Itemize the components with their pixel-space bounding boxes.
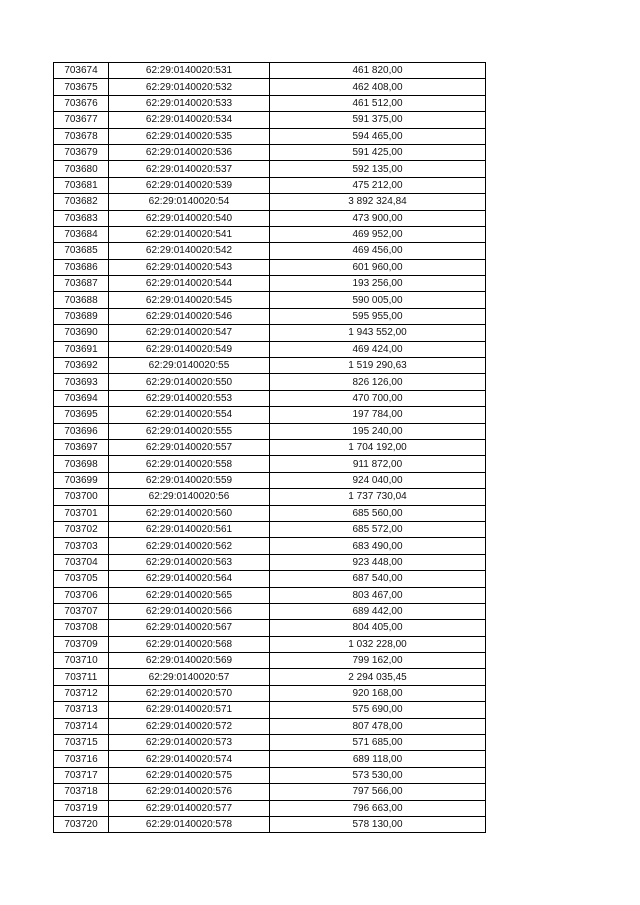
table-row (54, 128, 486, 144)
table-row (54, 226, 486, 242)
table-row (54, 653, 486, 669)
cadastral-value-cell: 473 900,00 (270, 210, 486, 226)
row-number-cell: 703681 (54, 177, 109, 193)
cadastral-value-cell: 687 540,00 (270, 571, 486, 587)
table-row (54, 161, 486, 177)
table-row (54, 112, 486, 128)
row-number-cell: 703713 (54, 702, 109, 718)
row-number-cell: 703676 (54, 95, 109, 111)
row-number-cell: 703718 (54, 784, 109, 800)
cadastral-number-cell: 62:29:0140020:561 (109, 521, 270, 537)
cadastral-value-cell: 469 952,00 (270, 226, 486, 242)
cadastral-number-cell: 62:29:0140020:54 (109, 194, 270, 210)
cadastral-value-cell: 461 512,00 (270, 95, 486, 111)
row-number-cell: 703709 (54, 636, 109, 652)
cadastral-number-cell: 62:29:0140020:577 (109, 800, 270, 816)
row-number-cell: 703675 (54, 79, 109, 95)
cadastral-number-cell: 62:29:0140020:532 (109, 79, 270, 95)
table-row (54, 735, 486, 751)
cadastral-number-cell: 62:29:0140020:571 (109, 702, 270, 718)
cadastral-number-cell: 62:29:0140020:570 (109, 685, 270, 701)
cadastral-number-cell: 62:29:0140020:56 (109, 489, 270, 505)
cadastral-number-cell: 62:29:0140020:565 (109, 587, 270, 603)
row-number-cell: 703685 (54, 243, 109, 259)
cadastral-value-cell: 573 530,00 (270, 767, 486, 783)
table-row (54, 784, 486, 800)
table-row (54, 95, 486, 111)
row-number-cell: 703674 (54, 63, 109, 79)
row-number-cell: 703679 (54, 144, 109, 160)
cadastral-number-cell: 62:29:0140020:550 (109, 374, 270, 390)
row-number-cell: 703701 (54, 505, 109, 521)
cadastral-value-cell: 797 566,00 (270, 784, 486, 800)
row-number-cell: 703710 (54, 653, 109, 669)
row-number-cell: 703698 (54, 456, 109, 472)
table-row (54, 358, 486, 374)
cadastral-value-cell: 462 408,00 (270, 79, 486, 95)
table-row (54, 669, 486, 685)
cadastral-value-cell: 594 465,00 (270, 128, 486, 144)
cadastral-value-cell: 1 519 290,63 (270, 358, 486, 374)
table-row (54, 505, 486, 521)
table-row (54, 603, 486, 619)
table-row (54, 210, 486, 226)
table-row (54, 243, 486, 259)
row-number-cell: 703694 (54, 390, 109, 406)
table-row (54, 456, 486, 472)
table-row (54, 390, 486, 406)
table-row (54, 554, 486, 570)
table-row (54, 472, 486, 488)
row-number-cell: 703702 (54, 521, 109, 537)
row-number-cell: 703677 (54, 112, 109, 128)
row-number-cell: 703695 (54, 407, 109, 423)
cadastral-number-cell: 62:29:0140020:559 (109, 472, 270, 488)
table-row (54, 751, 486, 767)
cadastral-value-cell: 591 425,00 (270, 144, 486, 160)
cadastral-number-cell: 62:29:0140020:531 (109, 63, 270, 79)
cadastral-value-cell: 920 168,00 (270, 685, 486, 701)
cadastral-value-cell: 1 704 192,00 (270, 439, 486, 455)
cadastral-number-cell: 62:29:0140020:576 (109, 784, 270, 800)
row-number-cell: 703682 (54, 194, 109, 210)
row-number-cell: 703715 (54, 735, 109, 751)
row-number-cell: 703678 (54, 128, 109, 144)
cadastral-value-cell: 595 955,00 (270, 308, 486, 324)
cadastral-number-cell: 62:29:0140020:568 (109, 636, 270, 652)
cadastral-value-cell: 601 960,00 (270, 259, 486, 275)
row-number-cell: 703712 (54, 685, 109, 701)
cadastral-value-cell: 685 572,00 (270, 521, 486, 537)
cadastral-value-cell: 1 737 730,04 (270, 489, 486, 505)
row-number-cell: 703696 (54, 423, 109, 439)
cadastral-value-cell: 683 490,00 (270, 538, 486, 554)
cadastral-number-cell: 62:29:0140020:546 (109, 308, 270, 324)
row-number-cell: 703684 (54, 226, 109, 242)
cadastral-number-cell: 62:29:0140020:534 (109, 112, 270, 128)
table-row (54, 144, 486, 160)
cadastral-number-cell: 62:29:0140020:562 (109, 538, 270, 554)
table-row (54, 177, 486, 193)
cadastral-value-cell: 1 943 552,00 (270, 325, 486, 341)
row-number-cell: 703700 (54, 489, 109, 505)
cadastral-value-cell: 689 442,00 (270, 603, 486, 619)
row-number-cell: 703687 (54, 276, 109, 292)
cadastral-value-cell: 799 162,00 (270, 653, 486, 669)
cadastral-value-cell: 826 126,00 (270, 374, 486, 390)
cadastral-value-cell: 3 892 324,84 (270, 194, 486, 210)
cadastral-number-cell: 62:29:0140020:536 (109, 144, 270, 160)
table-row (54, 63, 486, 79)
cadastral-value-cell: 475 212,00 (270, 177, 486, 193)
row-number-cell: 703688 (54, 292, 109, 308)
table-row (54, 636, 486, 652)
table-row (54, 718, 486, 734)
cadastral-number-cell: 62:29:0140020:535 (109, 128, 270, 144)
cadastral-value-cell: 923 448,00 (270, 554, 486, 570)
row-number-cell: 703704 (54, 554, 109, 570)
table-row (54, 702, 486, 718)
row-number-cell: 703697 (54, 439, 109, 455)
cadastral-value-cell: 469 424,00 (270, 341, 486, 357)
table-row (54, 800, 486, 816)
cadastral-number-cell: 62:29:0140020:547 (109, 325, 270, 341)
table-row (54, 489, 486, 505)
row-number-cell: 703717 (54, 767, 109, 783)
cadastral-value-cell: 689 118,00 (270, 751, 486, 767)
table-row (54, 308, 486, 324)
cadastral-number-cell: 62:29:0140020:567 (109, 620, 270, 636)
cadastral-value-cell: 591 375,00 (270, 112, 486, 128)
cadastral-value-cell: 807 478,00 (270, 718, 486, 734)
cadastral-value-cell: 924 040,00 (270, 472, 486, 488)
cadastral-number-cell: 62:29:0140020:540 (109, 210, 270, 226)
cadastral-value-cell: 461 820,00 (270, 63, 486, 79)
cadastral-number-cell: 62:29:0140020:563 (109, 554, 270, 570)
cadastral-number-cell: 62:29:0140020:545 (109, 292, 270, 308)
row-number-cell: 703699 (54, 472, 109, 488)
row-number-cell: 703708 (54, 620, 109, 636)
cadastral-number-cell: 62:29:0140020:578 (109, 816, 270, 832)
table-row (54, 292, 486, 308)
row-number-cell: 703716 (54, 751, 109, 767)
cadastral-number-cell: 62:29:0140020:543 (109, 259, 270, 275)
cadastral-number-cell: 62:29:0140020:542 (109, 243, 270, 259)
cadastral-value-cell: 803 467,00 (270, 587, 486, 603)
cadastral-number-cell: 62:29:0140020:55 (109, 358, 270, 374)
cadastral-number-cell: 62:29:0140020:553 (109, 390, 270, 406)
cadastral-value-table (53, 62, 486, 833)
row-number-cell: 703693 (54, 374, 109, 390)
cadastral-number-cell: 62:29:0140020:564 (109, 571, 270, 587)
table-body (54, 63, 486, 833)
row-number-cell: 703703 (54, 538, 109, 554)
cadastral-value-cell: 195 240,00 (270, 423, 486, 439)
row-number-cell: 703692 (54, 358, 109, 374)
table-row (54, 407, 486, 423)
cadastral-number-cell: 62:29:0140020:555 (109, 423, 270, 439)
cadastral-number-cell: 62:29:0140020:539 (109, 177, 270, 193)
table-row (54, 521, 486, 537)
cadastral-value-cell: 470 700,00 (270, 390, 486, 406)
table-row (54, 767, 486, 783)
row-number-cell: 703720 (54, 816, 109, 832)
cadastral-value-cell: 578 130,00 (270, 816, 486, 832)
cadastral-number-cell: 62:29:0140020:566 (109, 603, 270, 619)
cadastral-value-cell: 911 872,00 (270, 456, 486, 472)
cadastral-value-cell: 469 456,00 (270, 243, 486, 259)
cadastral-value-cell: 590 005,00 (270, 292, 486, 308)
cadastral-number-cell: 62:29:0140020:537 (109, 161, 270, 177)
table-row (54, 816, 486, 832)
cadastral-value-cell: 193 256,00 (270, 276, 486, 292)
row-number-cell: 703706 (54, 587, 109, 603)
row-number-cell: 703705 (54, 571, 109, 587)
table-row (54, 374, 486, 390)
table-row (54, 325, 486, 341)
table-row (54, 439, 486, 455)
table-row (54, 79, 486, 95)
table-row (54, 276, 486, 292)
cadastral-value-cell: 592 135,00 (270, 161, 486, 177)
row-number-cell: 703683 (54, 210, 109, 226)
cadastral-number-cell: 62:29:0140020:544 (109, 276, 270, 292)
row-number-cell: 703690 (54, 325, 109, 341)
cadastral-number-cell: 62:29:0140020:560 (109, 505, 270, 521)
row-number-cell: 703711 (54, 669, 109, 685)
cadastral-value-cell: 1 032 228,00 (270, 636, 486, 652)
table-row (54, 685, 486, 701)
cadastral-value-cell: 575 690,00 (270, 702, 486, 718)
row-number-cell: 703714 (54, 718, 109, 734)
cadastral-value-cell: 571 685,00 (270, 735, 486, 751)
table-row (54, 571, 486, 587)
cadastral-number-cell: 62:29:0140020:541 (109, 226, 270, 242)
row-number-cell: 703689 (54, 308, 109, 324)
cadastral-number-cell: 62:29:0140020:574 (109, 751, 270, 767)
cadastral-number-cell: 62:29:0140020:572 (109, 718, 270, 734)
table-row (54, 620, 486, 636)
row-number-cell: 703686 (54, 259, 109, 275)
table-row (54, 341, 486, 357)
row-number-cell: 703707 (54, 603, 109, 619)
row-number-cell: 703691 (54, 341, 109, 357)
table-row (54, 587, 486, 603)
cadastral-number-cell: 62:29:0140020:554 (109, 407, 270, 423)
cadastral-value-cell: 796 663,00 (270, 800, 486, 816)
cadastral-value-cell: 685 560,00 (270, 505, 486, 521)
cadastral-number-cell: 62:29:0140020:558 (109, 456, 270, 472)
cadastral-value-cell: 197 784,00 (270, 407, 486, 423)
table-row (54, 259, 486, 275)
cadastral-number-cell: 62:29:0140020:57 (109, 669, 270, 685)
cadastral-number-cell: 62:29:0140020:575 (109, 767, 270, 783)
table-row (54, 423, 486, 439)
table-row (54, 194, 486, 210)
cadastral-number-cell: 62:29:0140020:569 (109, 653, 270, 669)
cadastral-number-cell: 62:29:0140020:573 (109, 735, 270, 751)
cadastral-value-cell: 804 405,00 (270, 620, 486, 636)
row-number-cell: 703680 (54, 161, 109, 177)
cadastral-number-cell: 62:29:0140020:549 (109, 341, 270, 357)
table-row (54, 538, 486, 554)
cadastral-number-cell: 62:29:0140020:533 (109, 95, 270, 111)
cadastral-value-cell: 2 294 035,45 (270, 669, 486, 685)
row-number-cell: 703719 (54, 800, 109, 816)
cadastral-number-cell: 62:29:0140020:557 (109, 439, 270, 455)
